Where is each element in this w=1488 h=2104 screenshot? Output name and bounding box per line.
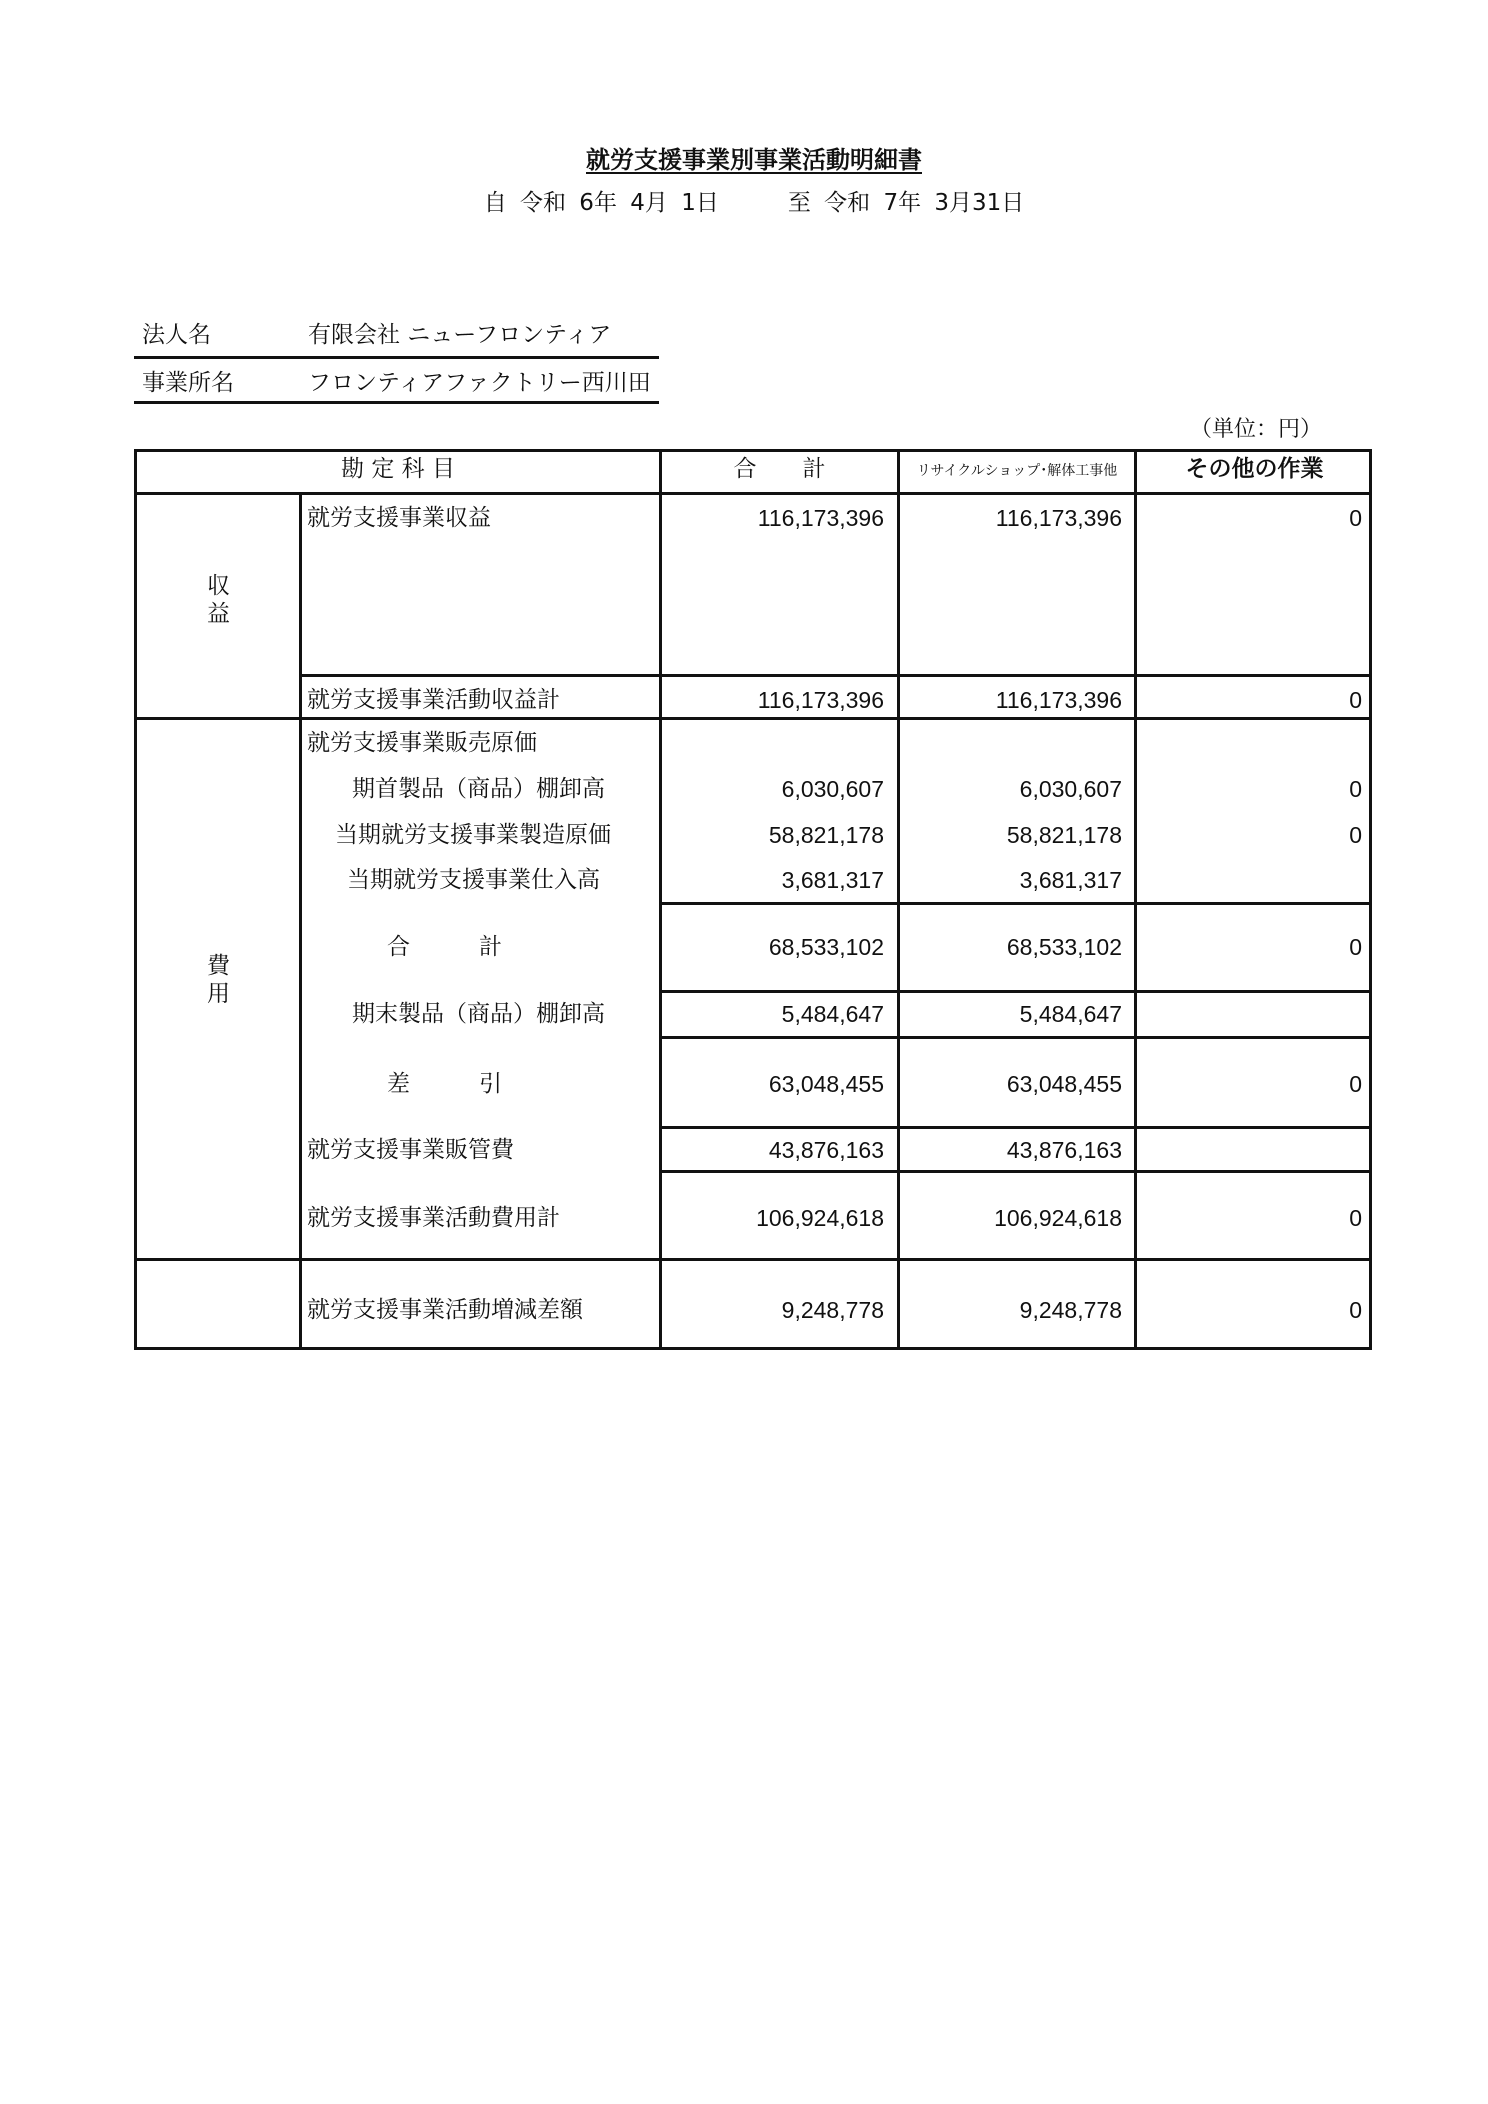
row-total: 9,248,778: [781, 1297, 884, 1323]
row-other: 0: [1349, 505, 1362, 531]
row-total: 116,173,396: [757, 505, 884, 531]
row-label: 就労支援事業販売原価: [307, 730, 537, 756]
header-account: 勘 定 科 目: [341, 456, 455, 482]
document-title: [0, 140, 1488, 175]
row-total: 58,821,178: [768, 822, 884, 848]
section-expense: 費用: [207, 953, 230, 1007]
row-recycle: 116,173,396: [995, 505, 1122, 531]
row-total: 6,030,607: [781, 776, 884, 802]
row-other: 0: [1349, 1297, 1362, 1323]
row-total: 116,173,396: [757, 687, 884, 713]
office-label: 事業所名: [142, 370, 234, 396]
header-other: その他の作業: [1185, 456, 1324, 482]
office-name: フロンティアファクトリー西川田: [308, 370, 651, 396]
divider: [299, 492, 302, 1347]
row-recycle: 43,876,163: [1006, 1137, 1122, 1163]
row-other: 0: [1349, 1071, 1362, 1097]
row-other: 0: [1349, 1205, 1362, 1231]
row-label: 差 引: [387, 1071, 502, 1097]
row-recycle: 106,924,618: [994, 1205, 1122, 1231]
section-revenue: 収益: [207, 573, 230, 627]
divider: [137, 717, 1369, 720]
divider: [137, 492, 1369, 495]
divider: [659, 1170, 1369, 1173]
divider: [134, 401, 659, 404]
corp-label: 法人名: [142, 322, 211, 348]
row-total: 106,924,618: [756, 1205, 884, 1231]
row-other: 0: [1349, 687, 1362, 713]
statement-table: [134, 449, 1372, 1350]
corp-name: 有限会社 ニューフロンティア: [308, 322, 612, 348]
row-label: 期末製品（商品）棚卸高: [352, 1001, 605, 1027]
row-total: 3,681,317: [781, 867, 884, 893]
row-recycle: 63,048,455: [1006, 1071, 1122, 1097]
row-total: 68,533,102: [768, 934, 884, 960]
row-total: 43,876,163: [768, 1137, 884, 1163]
row-recycle: 58,821,178: [1006, 822, 1122, 848]
row-label: 就労支援事業活動収益計: [307, 687, 560, 713]
divider: [299, 674, 1369, 677]
header-total: 合 計: [733, 456, 826, 482]
document-title-text: 就労支援事業別事業活動明細書: [586, 146, 922, 174]
row-recycle: 6,030,607: [1019, 776, 1122, 802]
row-label: 就労支援事業活動費用計: [307, 1205, 560, 1231]
row-label: 合 計: [387, 934, 502, 960]
divider: [134, 356, 659, 359]
row-label: 就労支援事業収益: [307, 505, 491, 531]
divider: [659, 1036, 1369, 1039]
row-recycle: 68,533,102: [1006, 934, 1122, 960]
divider: [659, 990, 1369, 993]
row-total: 63,048,455: [768, 1071, 884, 1097]
row-recycle: 116,173,396: [995, 687, 1122, 713]
period: 自 令和 6年 4月 1日 至 令和 7年 3月31日: [483, 190, 1025, 216]
divider: [659, 902, 1369, 905]
row-other: 0: [1349, 776, 1362, 802]
row-recycle: 9,248,778: [1019, 1297, 1122, 1323]
row-recycle: 5,484,647: [1019, 1001, 1122, 1027]
row-label: 当期就労支援事業仕入高: [347, 867, 600, 893]
row-label: 就労支援事業販管費: [307, 1137, 514, 1163]
row-label: 当期就労支援事業製造原価: [335, 822, 611, 848]
row-other: 0: [1349, 934, 1362, 960]
row-label: 期首製品（商品）棚卸高: [352, 776, 605, 802]
header-recycle: リサイクルショップ･解体工事他: [916, 463, 1118, 479]
divider: [659, 1126, 1369, 1129]
row-other: 0: [1349, 822, 1362, 848]
row-total: 5,484,647: [781, 1001, 884, 1027]
divider: [137, 1258, 1369, 1261]
unit-label: （単位：円）: [1190, 417, 1323, 442]
row-label: 就労支援事業活動増減差額: [307, 1297, 583, 1323]
row-recycle: 3,681,317: [1019, 867, 1122, 893]
